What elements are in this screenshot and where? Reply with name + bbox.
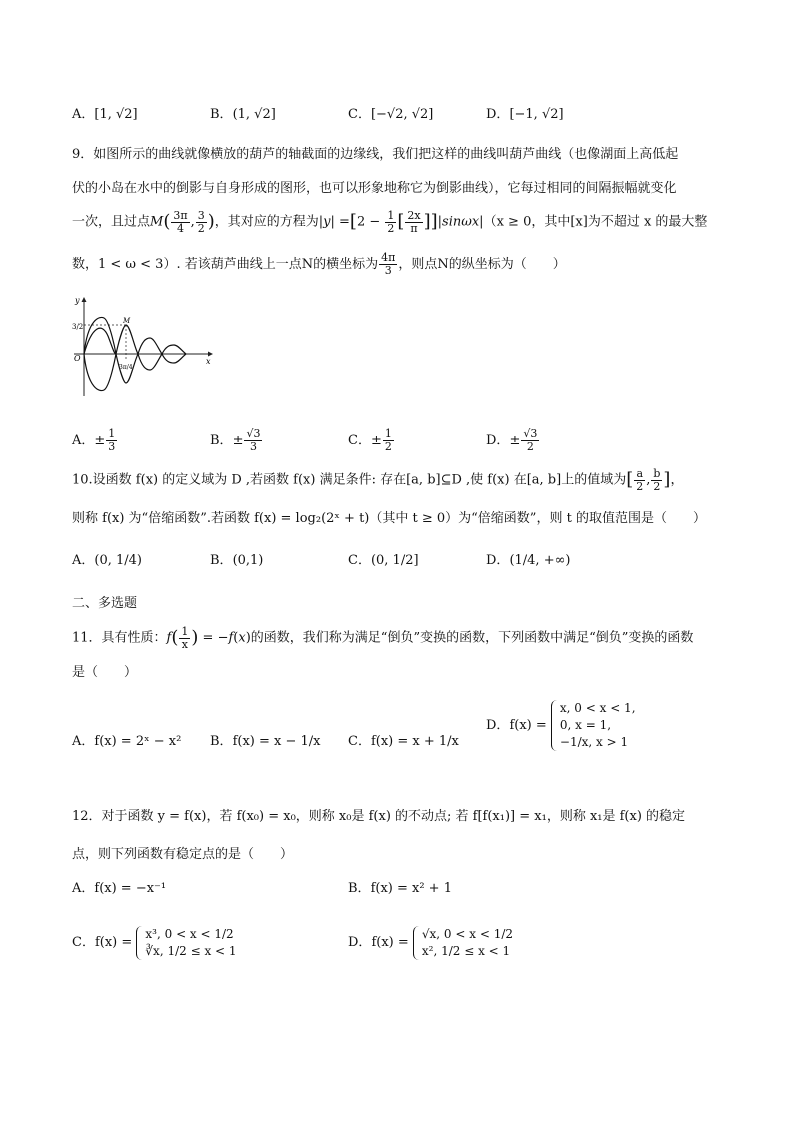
q10-option-c[interactable]: C．(0, 1/2] xyxy=(348,553,419,568)
q8-option-b[interactable]: B．(1, √2] xyxy=(210,107,276,122)
origin-label: O xyxy=(74,354,81,363)
x-axis-label: x xyxy=(206,357,211,366)
gourd-curve-graph xyxy=(72,296,214,398)
q10-option-b[interactable]: B．(0,1) xyxy=(210,553,264,568)
q9-option-c[interactable]: C．± $\frac{1}{2}$ xyxy=(348,427,392,453)
q11-option-a[interactable]: A．f(x) = 2ˣ − x² xyxy=(72,734,182,749)
q9-option-d[interactable]: D．± $\frac{√3}{2}$ xyxy=(486,427,538,453)
q12-option-c[interactable]: C．f(x) = x³, 0 < x < 1/2 ∛x, 1/2 ≤ x < 1 xyxy=(72,927,237,958)
q10-line-1: 10.设函数 f(x) 的定义域为 D ,若函数 f(x) 满足条件: 存在[a, b]⊆D ,使 f(x) 在[a, b]上的值域为[ $\frac{a}{2}$ , $\frac{b}{2}$ ]， xyxy=(72,466,684,493)
q9-line-1: 9．如图所示的曲线就像横放的葫芦的轴截面的边缘线，我们把这样的曲线叫葫芦曲线（也像湖面上高低起 xyxy=(72,147,679,162)
y-axis-arrow xyxy=(82,297,87,302)
q11-option-b[interactable]: B．f(x) = x − 1/x xyxy=(210,734,321,749)
x-axis-arrow xyxy=(208,352,213,357)
curve-lower xyxy=(84,354,186,391)
q12-option-a[interactable]: A．f(x) = −x⁻¹ xyxy=(72,881,167,896)
q11-option-d[interactable]: D．f(x) = x, 0 < x < 1, 0, x = 1, −1/x, x > 1 xyxy=(486,701,636,749)
q10-option-a[interactable]: A．(0, 1/4) xyxy=(72,553,142,568)
q9-option-b[interactable]: B．± $\frac{√3}{3}$ xyxy=(210,427,261,453)
q12-line-1: 12．对于函数 y = f(x)，若 f(x₀) = x₀，则称 x₀是 f(x) 的不动点; 若 f[f(x₁)] = x₁，则称 x₁是 f(x) 的稳定 xyxy=(72,809,686,824)
q10-line-2: 则称 f(x) 为“倍缩函数”.若函数 f(x) = log₂(2ˣ + t)（其中 t ≥ 0）为“倍缩函数”，则 t 的取值范围是（ ） xyxy=(72,511,706,526)
q9-option-a[interactable]: A．± $\frac{1}{3}$ xyxy=(72,427,116,453)
q11-line-2: 是（ ） xyxy=(72,665,138,680)
section-heading-multi-choice: 二、多选题 xyxy=(72,596,138,611)
q8-option-d[interactable]: D．[−1, √2] xyxy=(486,107,564,122)
point-m-label: M xyxy=(123,317,131,325)
q12-line-2: 点，则下列函数有稳定点的是（ ） xyxy=(72,847,294,862)
piecewise-q12-c: x³, 0 < x < 1/2 ∛x, 1/2 ≤ x < 1 xyxy=(136,926,236,960)
q10-option-d[interactable]: D．(1/4, +∞) xyxy=(486,553,571,568)
piecewise-q12-d: √x, 0 < x < 1/2 x², 1/2 ≤ x < 1 xyxy=(413,926,513,960)
y-axis-label: y xyxy=(75,296,80,305)
q8-option-a[interactable]: A．[1, √2] xyxy=(72,107,138,122)
q12-option-d[interactable]: D．f(x) = √x, 0 < x < 1/2 x², 1/2 ≤ x < 1 xyxy=(348,927,514,958)
q11-line-1: 11．具有性质：f( $\frac{1}{x}$ ) = −f(x)的函数，我们称为满足“倒负”变换的函数，下列函数中满足“倒负”变换的函数 xyxy=(72,624,694,651)
q9-line-2: 伏的小岛在水中的倒影与自身形成的图形，也可以形象地称它为倒影曲线），它每过相同的间隔振幅就变化 xyxy=(72,181,677,196)
q9-line-3: 一次，且过点M( $\frac{3\pi}{4}$ , $\frac{3}{2}$ )，其对应的方程为|y| =[2 − $\frac{1}{2}$ [ $\frac{2x}{\pi}$ ]]|sinωx|（x ≥ 0，其中[x]为不超过 x 的最大整 xyxy=(72,208,708,235)
q9-line-4: 数，1 < ω < 3）. 若该葫芦曲线上一点N的横坐标为 $\frac{4\pi}{3}$ ，则点N的纵坐标为（ ） xyxy=(72,251,566,277)
q12-option-b[interactable]: B．f(x) = x² + 1 xyxy=(348,881,452,896)
y-tick-label: 3/2 xyxy=(72,323,84,331)
x-tick-label: 3π/4 xyxy=(119,364,133,371)
q8-option-c[interactable]: C．[−√2, √2] xyxy=(348,107,434,122)
q11-option-c[interactable]: C．f(x) = x + 1/x xyxy=(348,734,459,749)
piecewise-q11-d: x, 0 < x < 1, 0, x = 1, −1/x, x > 1 xyxy=(551,700,636,751)
curve-upper xyxy=(84,317,186,354)
